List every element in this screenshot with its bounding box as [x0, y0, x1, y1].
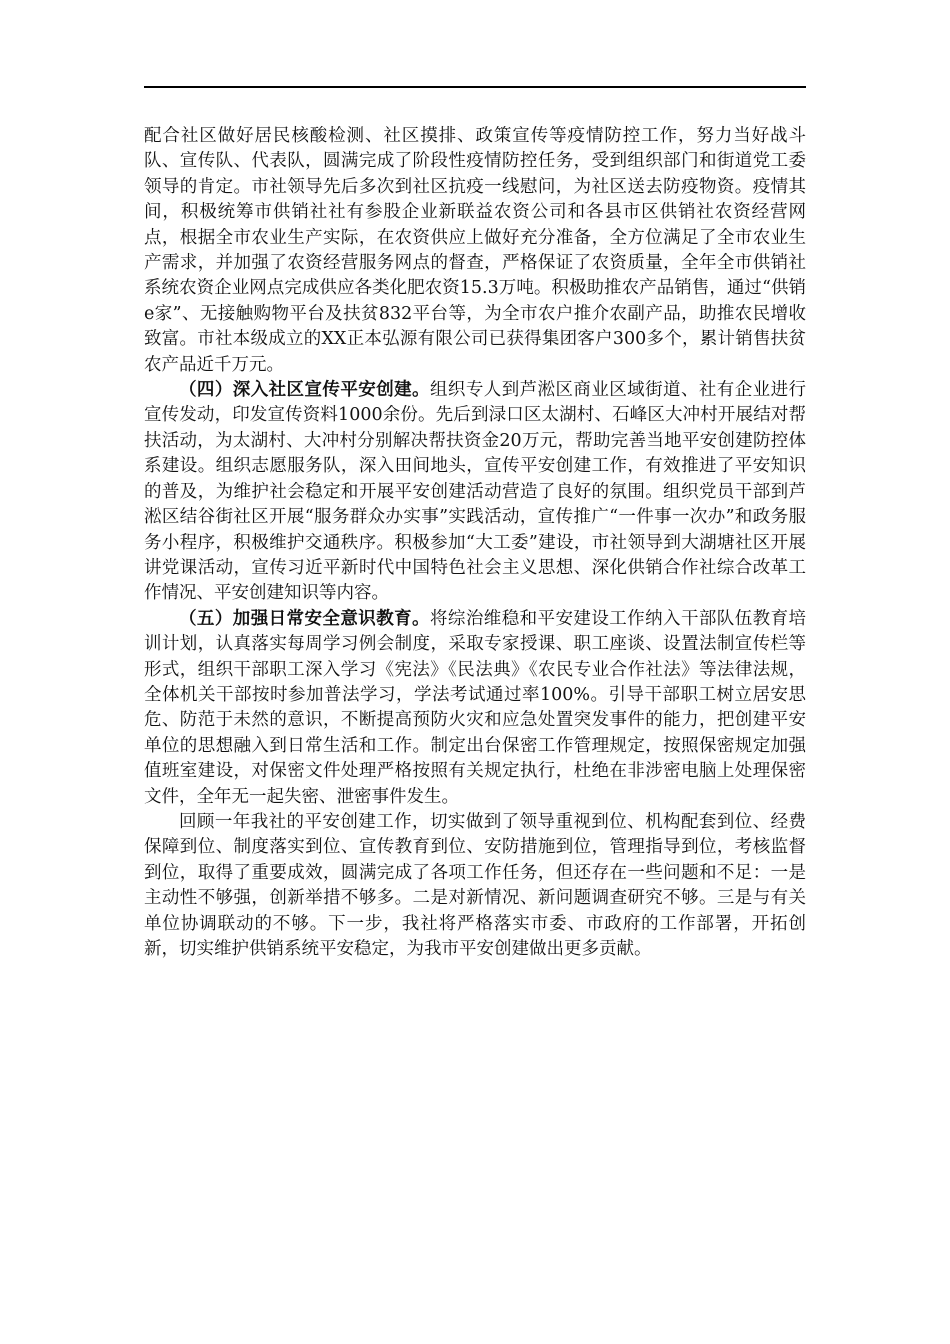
- section-four-heading: （四）深入社区宣传平安创建。: [179, 380, 430, 401]
- paragraph-summary: 回顾一年我社的平安创建工作，切实做到了领导重视到位、机构配套到位、经费保障到位、制度落实到位、宣传教育到位、安防措施到位，管理指导到位，考核监督到位，取得了重要成效，圆满完成了各项工作任务，但还存在一些问题和不足：一是主动性不够强，创新举措不够多。二是对新情况、新问题调查研究不够。三是与有关单位协调联动的不够。下一步，我社将严格落实市委、市政府的工作部署，开拓创新，切实维护供销系统平安稳定，为我市平安创建做出更多贡献。: [144, 811, 806, 959]
- section-four-body: 组织专人到芦淞区商业区域街道、社有企业进行宣传发动，印发宣传资料1000余份。先后到渌口区太湖村、石峰区大冲村开展结对帮扶活动，为太湖村、大冲村分别解决帮扶资金20万元，帮助完善当地平安创建防控体系建设。组织志愿服务队，深入田间地头，宣传平安创建工作，有效推进了平安知识的普及，为维护社会稳定和开展平安创建活动营造了良好的氛围。组织党员干部到芦淞区结谷街社区开展“服务群众办实事”实践活动，宣传推广“一件事一次办”和政务服务小程序，积极维护交通秩序。积极参加“大工委”建设，市社领导到大湖塘社区开展讲党课活动，宣传习近平新时代中国特色社会主义思想、深化供销合作社综合改革工作情况、平安创建知识等内容。: [144, 380, 807, 604]
- paragraph-continuation: 配合社区做好居民核酸检测、社区摸排、政策宣传等疫情防控工作，努力当好战斗队、宣传队、代表队，圆满完成了阶段性疫情防控任务，受到组织部门和街道党工委领导的肯定。市社领导先后多次到社区抗疫一线慰问，为社区送去防疫物资。疫情其间，积极统筹市供销社社有参股企业新联益农资公司和各县市区供销社农资经营网点，根据全市农业生产实际，在农资供应上做好充分准备，全方位满足了全市农业生产需求，并加强了农资经营服务网点的督查，严格保证了农资质量，全年全市供销社系统农资企业网点完成供应各类化肥农资15.3万吨。积极助推农产品销售，通过“供销e家”、无接触购物平台及扶贫832平台等，为全市农户推介农副产品，助推农民增收致富。市社本级成立的XX正本弘源有限公司已获得集团客户300多个，累计销售扶贫农产品近千万元。: [144, 126, 806, 375]
- header-rule: [144, 86, 806, 88]
- document-body: [144, 124, 806, 962]
- paragraph-section-five: [144, 607, 806, 810]
- paragraph-section-four: [144, 378, 806, 607]
- section-five-body: 将综治维稳和平安建设工作纳入干部队伍教育培训计划，认真落实每周学习例会制度，采取专家授课、职工座谈、设置法制宣传栏等形式，组织干部职工深入学习《宪法》《民法典》《农民专业合作社法》等法律法规，全体机关干部按时参加普法学习，学法考试通过率100%。引导干部职工树立居安思危、防范于未然的意识，不断提高预防火灾和应急处置突发事件的能力，把创建平安单位的思想融入到日常生活和工作。制定出台保密工作管理规定，按照保密规定加强值班室建设，对保密文件处理严格按照有关规定执行，杜绝在非涉密电脑上处理保密文件，全年无一起失密、泄密事件发生。: [144, 608, 807, 807]
- section-five-heading: （五）加强日常安全意识教育。: [179, 608, 430, 629]
